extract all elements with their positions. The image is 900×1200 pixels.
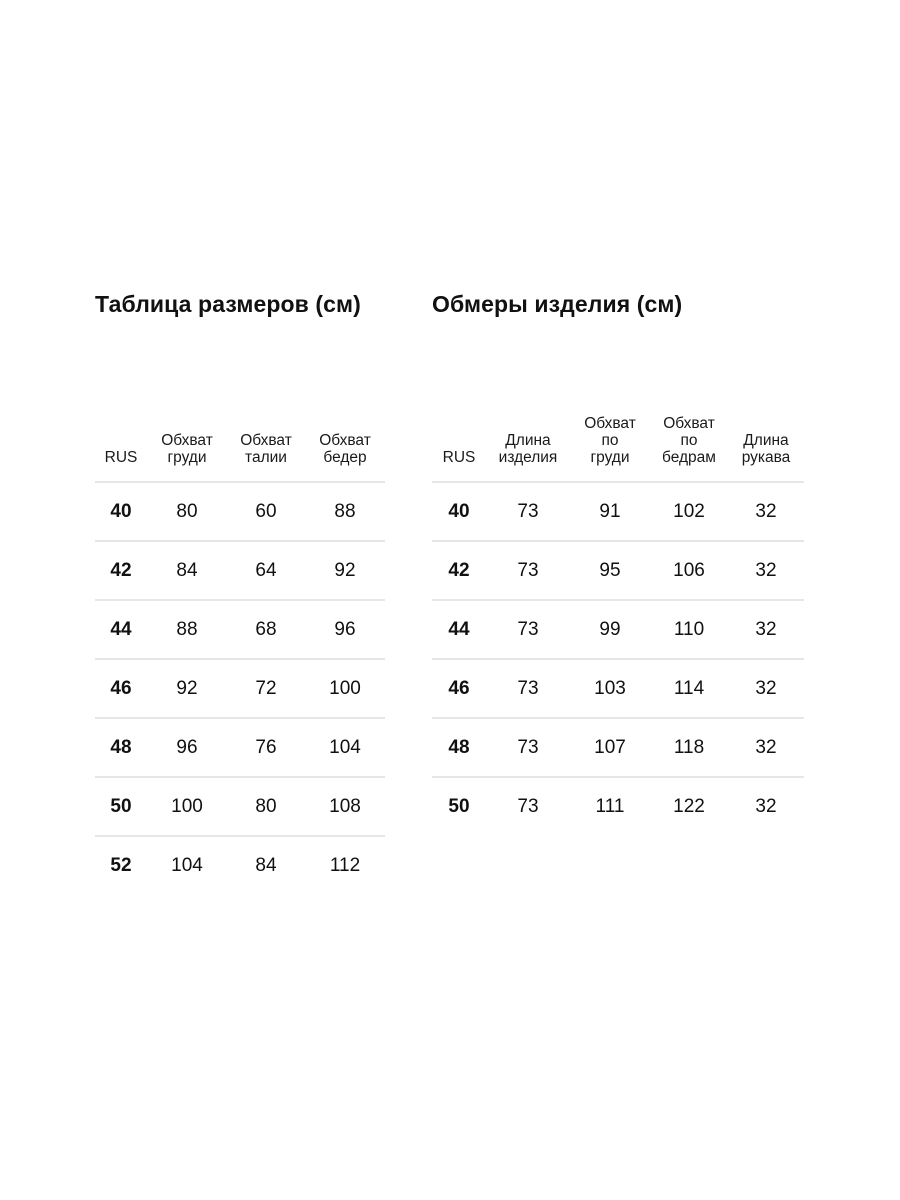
- table-cell: 102: [650, 482, 728, 541]
- size-cell: 48: [95, 718, 147, 777]
- table-cell: 92: [305, 541, 385, 600]
- table-row: [432, 659, 804, 718]
- table-cell: 73: [517, 795, 539, 817]
- table-cell: 106: [650, 541, 728, 600]
- table-cell: 80: [147, 482, 227, 541]
- table-cell: 32: [728, 718, 804, 777]
- table-cell: 118: [650, 718, 728, 777]
- table-row: [432, 718, 804, 777]
- column-header-length: Длина изделия: [486, 406, 570, 482]
- table-cell: 103: [570, 659, 650, 718]
- table-cell: 73: [486, 718, 570, 777]
- table-cell: 32: [755, 795, 777, 817]
- table-row: [95, 836, 385, 894]
- table-cell: 32: [728, 659, 804, 718]
- table-cell: 96: [147, 718, 227, 777]
- garment-measurements-header-row: [432, 406, 804, 482]
- table-cell: 112: [329, 854, 361, 876]
- table-cell: 114: [650, 659, 728, 718]
- garment-measurements-panel: [432, 284, 804, 835]
- table-row: [432, 600, 804, 659]
- table-cell: 104: [305, 718, 385, 777]
- table-cell: 68: [227, 600, 305, 659]
- size-cell: 48: [432, 718, 486, 777]
- table-cell: 84: [147, 541, 227, 600]
- table-cell: 80: [227, 777, 305, 836]
- table-cell: 99: [570, 600, 650, 659]
- table-cell: 84: [255, 854, 277, 876]
- size-cell: 46: [432, 659, 486, 718]
- table-cell: 73: [486, 541, 570, 600]
- size-cell: 40: [432, 482, 486, 541]
- table-cell: 72: [227, 659, 305, 718]
- table-cell: 64: [227, 541, 305, 600]
- table-cell: 96: [305, 600, 385, 659]
- size-chart-title: Таблица размеров (см): [95, 291, 361, 317]
- size-cell: 46: [95, 659, 147, 718]
- size-cell: 50: [95, 777, 147, 836]
- table-cell: 73: [486, 659, 570, 718]
- table-cell: 76: [227, 718, 305, 777]
- size-cell: 44: [95, 600, 147, 659]
- size-cell: 44: [432, 600, 486, 659]
- table-cell: 73: [486, 482, 570, 541]
- garment-measurements-table: [432, 406, 804, 835]
- column-header-rus: RUS: [95, 406, 147, 482]
- table-row: [95, 482, 385, 541]
- size-cell: 42: [95, 541, 147, 600]
- size-cell: 52: [110, 854, 132, 876]
- size-cell: 50: [448, 795, 470, 817]
- table-row: [432, 541, 804, 600]
- table-cell: 100: [305, 659, 385, 718]
- table-cell: 60: [227, 482, 305, 541]
- table-row: [95, 541, 385, 600]
- table-cell: 88: [147, 600, 227, 659]
- garment-measurements-title: Обмеры изделия (см): [432, 291, 683, 317]
- column-header-sleeve-length: Длина рукава: [728, 406, 804, 482]
- table-row: [432, 482, 804, 541]
- table-row: [95, 718, 385, 777]
- table-cell: 122: [673, 795, 705, 817]
- size-cell: 42: [432, 541, 486, 600]
- table-cell: 107: [570, 718, 650, 777]
- table-cell: 110: [650, 600, 728, 659]
- size-cell: 40: [95, 482, 147, 541]
- table-cell: 32: [728, 541, 804, 600]
- table-cell: 100: [147, 777, 227, 836]
- size-chart-panel: [95, 284, 385, 894]
- table-cell: 88: [305, 482, 385, 541]
- column-header-hips: Обхват по бедрам: [650, 406, 728, 482]
- column-header-waist: Обхват талии: [227, 406, 305, 482]
- table-cell: 104: [171, 854, 203, 876]
- table-cell: 32: [728, 600, 804, 659]
- table-row: [95, 659, 385, 718]
- table-cell: 92: [147, 659, 227, 718]
- column-header-rus: RUS: [432, 406, 486, 482]
- table-row: [95, 600, 385, 659]
- column-header-chest: Обхват по груди: [570, 406, 650, 482]
- column-header-hips: Обхват бедер: [305, 406, 385, 482]
- table-row: [432, 777, 804, 835]
- size-chart-header-row: [95, 406, 385, 482]
- table-cell: 95: [570, 541, 650, 600]
- table-cell: 73: [486, 600, 570, 659]
- column-header-chest: Обхват груди: [147, 406, 227, 482]
- table-cell: 108: [305, 777, 385, 836]
- table-cell: 32: [728, 482, 804, 541]
- table-cell: 111: [595, 795, 625, 817]
- table-cell: 91: [570, 482, 650, 541]
- table-row: [95, 777, 385, 836]
- size-chart-table: [95, 406, 385, 894]
